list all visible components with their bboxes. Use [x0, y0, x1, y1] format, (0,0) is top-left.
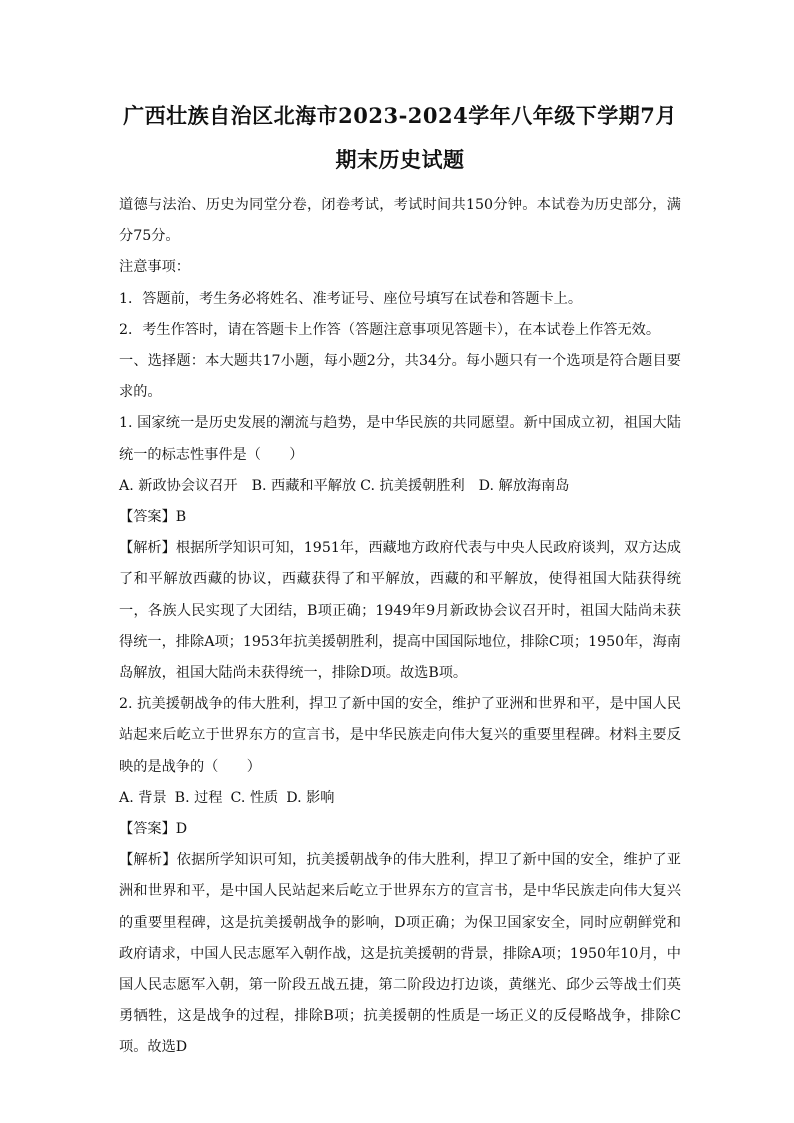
- title-line-1: 广西壮族自治区北海市2023-2024学年八年级下学期7月: [123, 103, 677, 128]
- notice-item-1: 1．答题前，考生务必将姓名、准考证号、座位号填写在试卷和答题卡上。: [119, 290, 583, 307]
- option-a: A. 背景: [119, 789, 167, 806]
- analysis-paragraph: 【解析】依据所学知识可知，抗美援朝战争的伟大胜利，捍卫了新中国的安全，维护了亚洲和世界和平，是中国人民站起来后屹立于世界东方的宣言书，是中华民族走向伟大复兴的重要里程碑，这是抗美援朝战争的影响，D项正确；为保卫国家安全，同时应朝鲜党和政府请求，中国人民志愿军入朝作战，这是抗美援朝的背景，排除A项；1950年10月，中国人民志愿军入朝，第一阶段五战五捷，第二阶段边打边谈，黄继光、邱少云等战士们英勇牺牲，这是战争的过程，排除B项；抗美援朝的性质是一场正义的反侵略战争，排除C项。故选D: [119, 852, 681, 1056]
- option-a: A. 新政协会议召开: [119, 477, 238, 494]
- option-c: C. 抗美援朝胜利: [360, 477, 465, 494]
- option-b: B. 西藏和平解放: [251, 477, 357, 494]
- question-options: [119, 471, 681, 502]
- exam-intro: 道德与法治、历史为同堂分卷，闭卷考试，考试时间共150分钟。本试卷为历史部分，满分75分。: [119, 197, 681, 245]
- notice-item-2: 2．考生作答时，请在答题卡上作答（答题注意事项见答题卡），在本试卷上作答无效。: [119, 321, 661, 338]
- question-stem: 1. 国家统一是历史发展的潮流与趋势，是中华民族的共同愿望。新中国成立初，祖国大陆统一的标志性事件是（ ）: [119, 415, 681, 463]
- question-2: [119, 689, 681, 1063]
- option-d: D. 影响: [286, 789, 335, 806]
- analysis-paragraph: 【解析】根据所学知识可知，1951年，西藏地方政府代表与中央人民政府谈判，双方达成了和平解放西藏的协议，西藏获得了和平解放，西藏的和平解放，使得祖国大陆获得统一，各族人民实现了大团结，B项正确；1949年9月新政协会议召开时，祖国大陆尚未获得统一，排除A项；1953年抗美援朝胜利，提高中国国际地位，排除C项；1950年，海南岛解放，祖国大陆尚未获得统一，排除D项。故选B项。: [119, 540, 681, 682]
- notice-heading: 注意事项：: [119, 259, 190, 276]
- title-line-2: 期末历史试题: [335, 147, 465, 172]
- option-c: C. 性质: [230, 789, 279, 806]
- question-1: [119, 408, 681, 689]
- option-b: B. 过程: [174, 789, 223, 806]
- section-heading: 一、选择题：本大题共17小题，每小题2分，共34分。每小题只有一个选项是符合题目要求的。: [119, 353, 681, 401]
- option-d: D. 解放海南岛: [478, 477, 570, 494]
- answer-line: 【答案】B: [119, 509, 187, 526]
- question-stem: 2. 抗美援朝战争的伟大胜利，捍卫了新中国的安全，维护了亚洲和世界和平，是中国人民站起来后屹立于世界东方的宣言书，是中华民族走向伟大复兴的重要里程碑。材料主要反映的是战争的（ ）: [119, 696, 681, 775]
- answer-line: 【答案】D: [119, 821, 188, 838]
- question-options: [119, 783, 681, 814]
